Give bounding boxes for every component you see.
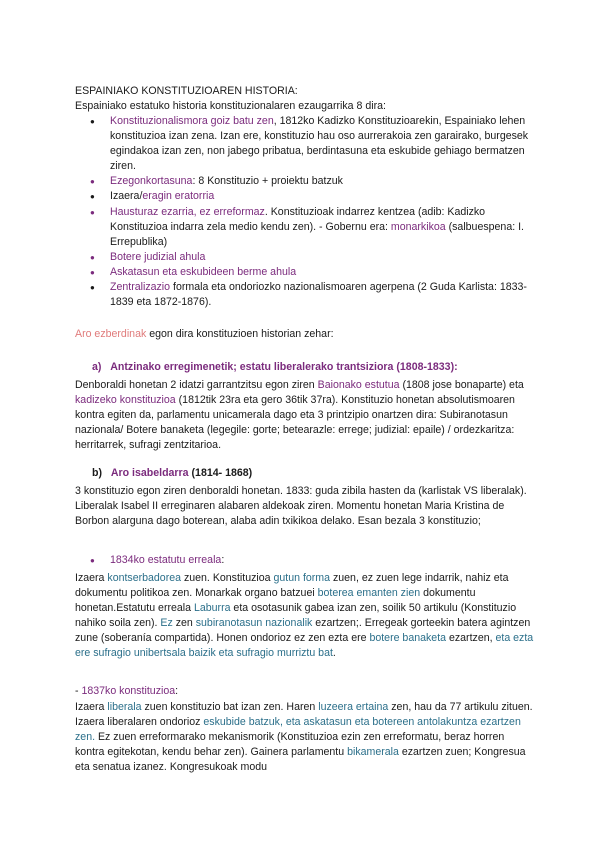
- aro-intro: Aro ezberdinak egon dira konstituzioen historian zehar:: [75, 328, 334, 340]
- list-item: ● Konstituzionalismora goiz batu zen, 1812ko Kadizko Konstituzioarekin, Espainiako lehen konstituzioa izan zena. Izan ere, konstituzio hau oso aurrerakoia zen garairako, burgesek egindakoa izan zen, non jabego pribatua, berdintasuna eta eskubide gehiago bermatzen ziren.: [72, 114, 532, 174]
- section-a-body: Denboraldi honetan 2 idatzi garrantzitsu egon ziren Baionako estutua (1808 jose bonaparte) eta kadizeko konstituzioa (1812tik 23ra eta gero 36tik 37ra). Konstituzio honetan absolutismoaren kontra egiten da, parlamentu unicamerala dago eta 3 printzipio onartzen dira: Subiranotasun nazionala/ Botere banaketa (legegile: gorte; betearazle: errege; judizial: epaile) / ordezkaritza: herritarrek, sufragi zentzitarioa.: [75, 379, 524, 452]
- list-item: ● Ezegonkortasuna: 8 Konstituzio + proiektu batzuk: [72, 174, 532, 189]
- estatutu-body: Izaera kontserbadorea zuen. Konstituzioa gutun forma zuen, ez zuen lege indarrik, nahiz eta dokumentu politikoa zen. Monarkak organo batzuei boterea emanten zien dokumentu honetan.Estatutu erreala Laburra eta osotasunik gabea izan zen, soilik 50 artikulu (Konstituzio nahiko soila zen). Ez zen subiranotasun nazionalik ezartzen;. Erregeak gorteekin batera agintzen zune (soberanía compartida). Honen ondorioz ez zen ezta ere botere banaketa ezartzen, eta ezta ere sufragio unibertsala baizik eta sufragio murriztu bat.: [75, 572, 534, 660]
- list-item: ● Botere judizial ahula: [72, 250, 532, 265]
- features-list: [72, 114, 532, 310]
- section-a-heading: a) Antzinako erregimenetik; estatu liberalerako trantsiziora (1808-1833):: [92, 361, 458, 373]
- estatutu-heading: [72, 553, 532, 568]
- list-item: ● Hausturaz ezarria, ez erreformaz. Konstituzioak indarrez kentzea (adib: Kadizko Konstituzioa indarra zela medio kendu zen). - Gobernu era: monarkikoa (salbuespena: I. Errepublika): [72, 205, 532, 250]
- intro-block: [75, 84, 535, 114]
- page-title: ESPAINIAKO KONSTITUZIOAREN HISTORIA:: [75, 85, 298, 97]
- k1837-body: Izaera liberala zuen konstituzio bat izan zen. Haren luzeera ertaina zen, hau da 77 artikulu zituen. Izaera liberalaren ondorioz eskubide batzuk, eta askatasun eta botereen antolakuntza ezartzen zen. Ez zuen erreformarako mekanismorik (Konstituzioa ezin zen erreformatu, beraz horren kontra egitekotan, kendu behar zen). Gainera parlamentu bikamerala ezartzen zuen; Kongresua eta senatua izanez. Kongresukoak modu: [75, 701, 533, 774]
- k1837-heading: - 1837ko konstituzioa:: [75, 685, 179, 697]
- section-b-body: 3 konstituzio egon ziren denboraldi honetan. 1833: guda zibila hasten da (karlistak VS liberalak). Liberalak Isabel II erreginaren alabaren aldekoak ziren. Momentu honetan Maria Kristina de Borbon alarguna dago boterean, alaba adin txikikoa delako. Esan bezala 3 konstituzio;: [75, 485, 527, 528]
- section-b-heading: b) Aro isabeldarra (1814- 1868): [92, 467, 253, 479]
- list-item: ● Askatasun eta eskubideen berme ahula: [72, 265, 532, 280]
- list-item: ● 1834ko estatutu erreala:: [72, 553, 532, 568]
- list-item: ● Zentralizazio formala eta ondoriozko nazionalismoaren agerpena (2 Guda Karlista: 1833-1839 eta 1872-1876).: [72, 280, 532, 310]
- intro-text: Espainiako estatuko historia konstituzionalaren ezaugarrika 8 dira:: [75, 100, 386, 113]
- list-item: ● Izaera/eragin eratorria: [72, 189, 532, 204]
